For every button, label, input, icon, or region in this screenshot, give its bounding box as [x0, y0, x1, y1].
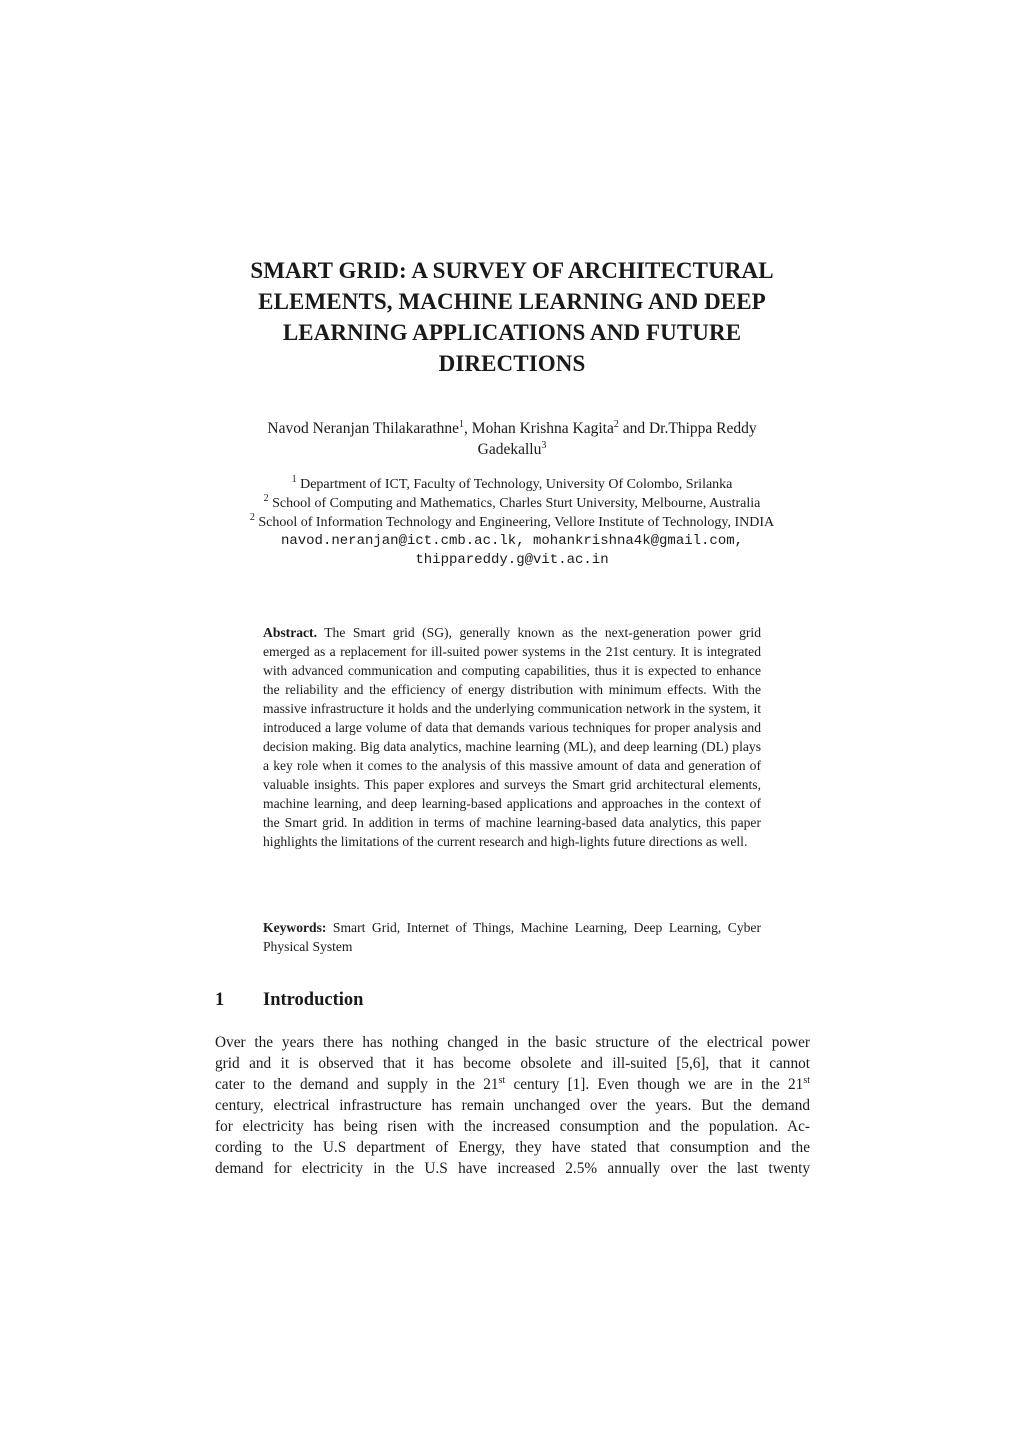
affiliation — [150, 494, 874, 513]
abstract-text: The Smart grid (SG), generally known as the next-generation power grid emerged as a replacement for ill-suited power systems in the 21st century. It is integrated with advanced communication and computing capabilities, thus it is expected to enhance the reliability and the efficiency of energy distribution with minimum effects. With the massive infrastructure it holds and the underlying communication network in the system, it introduced a large volume of data that demands various techniques for proper analysis and decision making. Big data analytics, machine learning (ML), and deep learning (DL) plays a key role when it comes to the analysis of this massive amount of data and generation of valuable insights. This paper explores and surveys the Smart grid architectural elements, machine learning, and deep learning-based applications and approaches in the context of the Smart grid. In addition in terms of machine learning-based data analytics, this paper highlights the limitations of the current research and high-lights future directions as well. — [263, 625, 761, 849]
paragraph-line: cording to the U.S department of Energy, they have stated that consumption and the — [215, 1139, 810, 1156]
author-affiliation-mark: 3 — [541, 440, 547, 451]
section-heading — [215, 988, 363, 1012]
author-name: , Mohan Krishna Kagita — [464, 420, 614, 437]
affiliation-text: School of Information Technology and Engineering, Vellore Institute of Technology, INDIA — [254, 515, 775, 530]
affiliation-list — [150, 475, 874, 570]
author-name: Navod Neranjan Thilakarathne — [267, 420, 460, 437]
title-line: ELEMENTS, MACHINE LEARNING AND DEEP — [258, 289, 766, 314]
author-name: Gadekallu — [477, 441, 542, 458]
affiliation-mark: 2 — [249, 512, 255, 523]
author-name: and Dr.Thippa Reddy — [618, 420, 757, 437]
text-run: cater to the demand and supply in the 21 — [215, 1076, 499, 1093]
paragraph-line: century, electrical infrastructure has remain unchanged over the years. But the demand — [215, 1097, 810, 1114]
introduction-paragraph — [215, 1032, 810, 1179]
author-line — [150, 418, 874, 439]
affiliation-mark: 1 — [291, 474, 297, 485]
section-title: Introduction — [263, 990, 364, 1010]
ordinal-suffix: st — [498, 1075, 506, 1086]
paragraph-line — [215, 1074, 810, 1095]
affiliation-text: School of Computing and Mathematics, Charles Sturt University, Melbourne, Australia — [268, 496, 761, 511]
email-line: navod.neranjan@ict.cmb.ac.lk, mohankrishna4k@gmail.com, — [280, 533, 744, 549]
paragraph-line: for electricity has being risen with the increased consumption and the population. Ac- — [215, 1118, 810, 1135]
affiliation — [150, 475, 874, 494]
author-line — [150, 439, 874, 460]
keywords — [263, 918, 761, 956]
email-line: thippareddy.g@vit.ac.in — [415, 552, 609, 568]
abstract-label: Abstract. — [263, 625, 317, 640]
abstract — [263, 623, 761, 851]
author-affiliation-mark: 1 — [459, 419, 465, 430]
paragraph-line: demand for electricity in the U.S have increased 2.5% annually over the last twenty — [215, 1160, 810, 1177]
paragraph-line: grid and it is observed that it has become obsolete and ill-suited [5,6], that it cannot — [215, 1055, 810, 1072]
affiliation-mark: 2 — [263, 493, 269, 504]
section-number: 1 — [215, 990, 225, 1010]
keywords-label: Keywords: — [263, 920, 327, 935]
title-line: DIRECTIONS — [438, 351, 586, 376]
author-affiliation-mark: 2 — [613, 419, 619, 430]
title-line: LEARNING APPLICATIONS AND FUTURE — [282, 320, 742, 345]
author-list — [150, 418, 874, 460]
text-run: century [1]. Even though we are in the 21 — [505, 1076, 804, 1093]
paper-title — [190, 255, 834, 379]
keywords-text: Smart Grid, Internet of Things, Machine Learning, Deep Learning, Cyber Physical System — [263, 920, 761, 954]
affiliation — [150, 513, 874, 532]
paragraph-line: Over the years there has nothing changed in the basic structure of the electrical power — [215, 1034, 810, 1051]
affiliation-text: Department of ICT, Faculty of Technology, University Of Colombo, Srilanka — [296, 477, 733, 492]
title-line: SMART GRID: A SURVEY OF ARCHITECTURAL — [250, 258, 774, 283]
ordinal-suffix: st — [803, 1075, 810, 1086]
